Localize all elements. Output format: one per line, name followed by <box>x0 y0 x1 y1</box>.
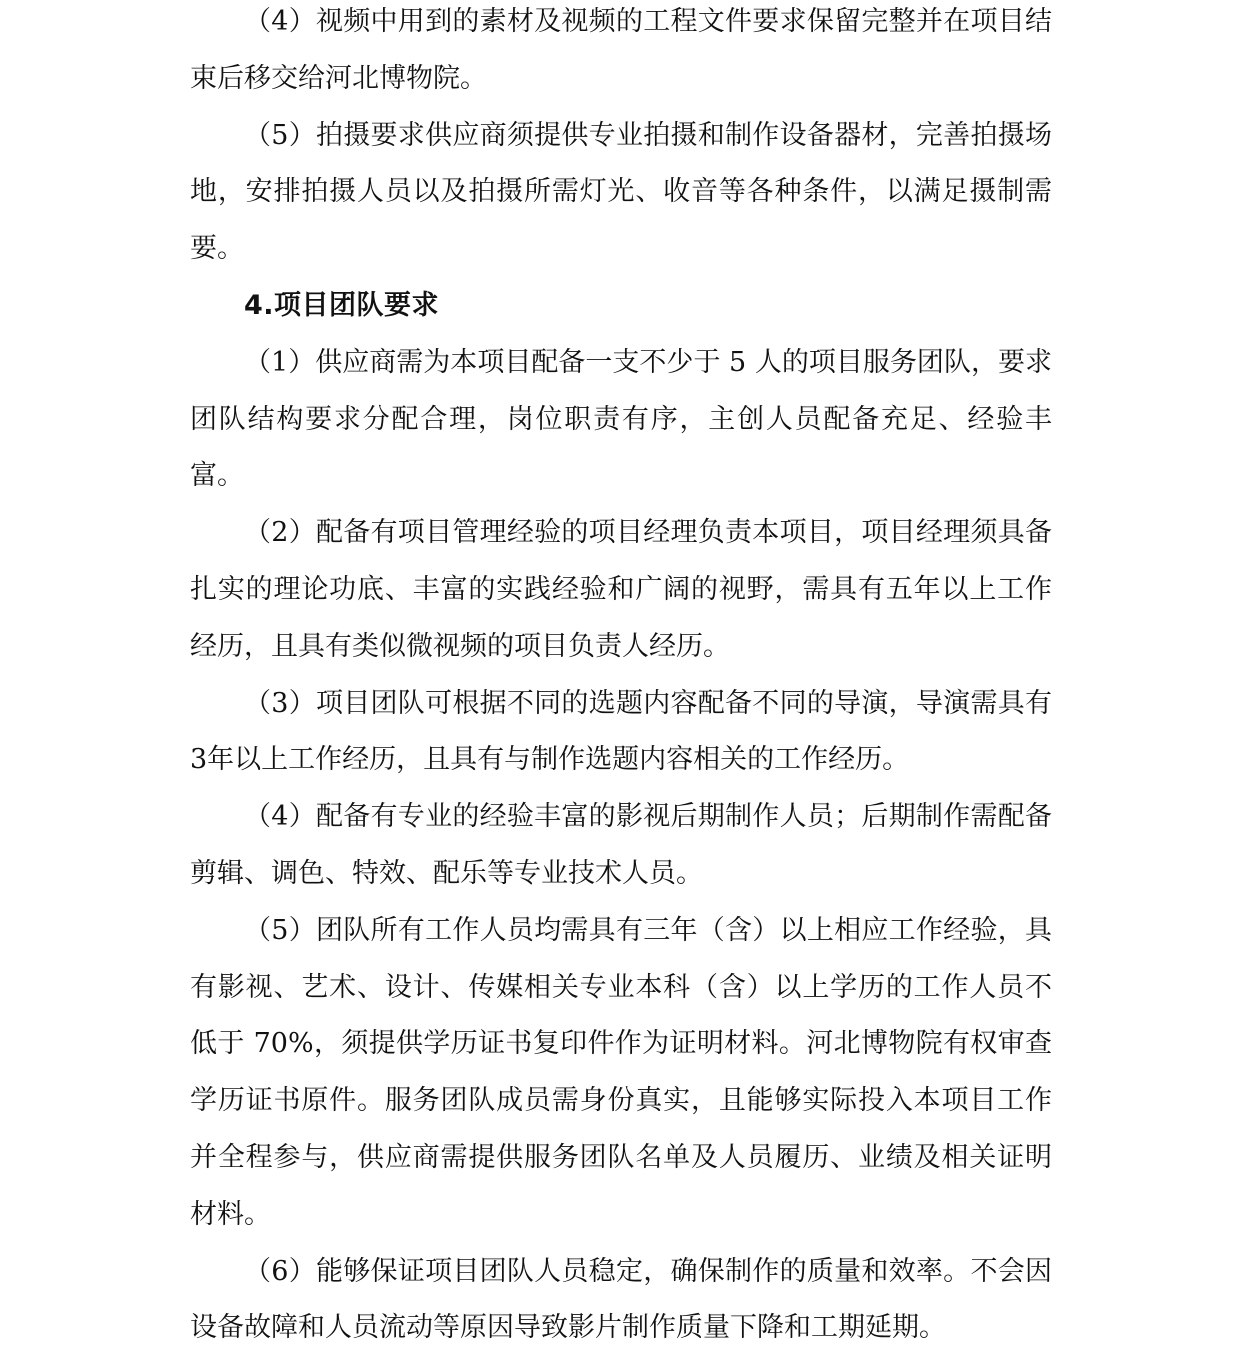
section-heading-team-requirements: 4.项目团队要求 <box>244 289 440 321</box>
paragraph-shooting-requirements: （5）拍摄要求供应商须提供专业拍摄和制作设备器材，完善拍摄场地，安排拍摄人员以及拍摄所需灯光、收音等各种条件，以满足摄制需要。 <box>190 119 1052 265</box>
paragraph-post-production: （4）配备有专业的经验丰富的影视后期制作人员；后期制作需配备剪辑、调色、特效、配乐等专业技术人员。 <box>190 801 1052 889</box>
paragraph-team-size: （1）供应商需为本项目配备一支不少于 5 人的项目服务团队，要求团队结构要求分配合理，岗位职责有序，主创人员配备充足、经验丰富。 <box>190 346 1052 492</box>
paragraph-directors: （3）项目团队可根据不同的选题内容配备不同的导演，导演需具有 3年以上工作经历，且具有与制作选题内容相关的工作经历。 <box>190 687 1052 776</box>
paragraph-materials-handover: （4）视频中用到的素材及视频的工程文件要求保留完整并在项目结束后移交给河北博物院。 <box>190 6 1052 94</box>
document-page <box>190 0 1052 1357</box>
paragraph-project-manager: （2）配备有项目管理经验的项目经理负责本项目，项目经理须具备扎实的理论功底、丰富的实践经验和广阔的视野，需具有五年以上工作经历，且具有类似微视频的项目负责人经历。 <box>190 517 1052 662</box>
paragraph-staff-qualifications: （5）团队所有工作人员均需具有三年（含）以上相应工作经验，具有影视、艺术、设计、传媒相关专业本科（含）以上学历的工作人员不低于 70%，须提供学历证书复印件作为证明材料。河北博物院有权审查学历证书原件。服务团队成员需身份真实，且能够实际投入本项目工作并全程参与，供应商需提供服务团队名单及人员履历、业绩及相关证明材料。 <box>190 914 1052 1230</box>
paragraph-team-stability: （6）能够保证项目团队人员稳定，确保制作的质量和效率。不会因设备故障和人员流动等原因导致影片制作质量下降和工期延期。 <box>190 1255 1052 1344</box>
